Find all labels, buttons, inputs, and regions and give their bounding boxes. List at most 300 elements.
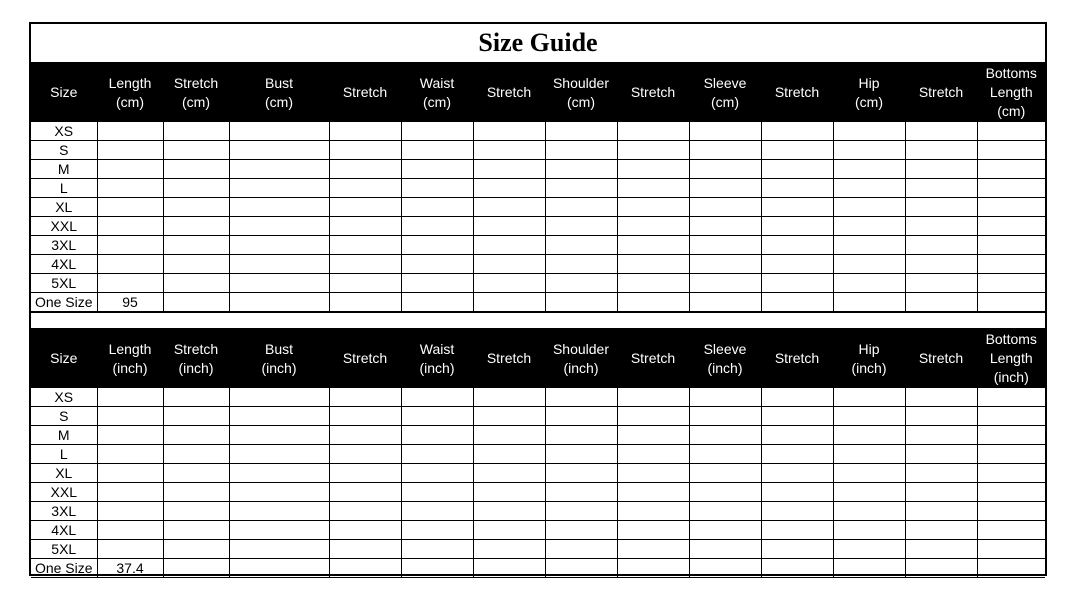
table-cell (761, 293, 833, 312)
table-row (31, 255, 1045, 274)
table-cell (329, 559, 401, 578)
column-header: Length (inch) (97, 330, 163, 388)
table-cell (163, 274, 229, 293)
table-cell (689, 483, 761, 502)
column-header: Stretch (617, 330, 689, 388)
table-cell (977, 445, 1045, 464)
table-cell (617, 236, 689, 255)
table-cell (473, 483, 545, 502)
table-cell (401, 559, 473, 578)
table-cell (329, 293, 401, 312)
table-cell (977, 426, 1045, 445)
table-cell (401, 141, 473, 160)
table-cell (329, 426, 401, 445)
table-cell (473, 198, 545, 217)
column-header: Sleeve (cm) (689, 64, 761, 122)
table-cell (229, 407, 329, 426)
table-cell (401, 407, 473, 426)
table-row (31, 502, 1045, 521)
table-cell (229, 540, 329, 559)
table-cell (229, 141, 329, 160)
table-cell (97, 407, 163, 426)
table-cell (761, 388, 833, 407)
table-cell (229, 255, 329, 274)
table-cell (833, 122, 905, 141)
table-cell (545, 293, 617, 312)
table-cell (977, 559, 1045, 578)
table-cell (545, 141, 617, 160)
column-header: Stretch (761, 330, 833, 388)
table-cell (229, 502, 329, 521)
table-cell (833, 445, 905, 464)
size-label-cell: 5XL (31, 540, 97, 559)
column-header: Waist (cm) (401, 64, 473, 122)
table-cell (833, 521, 905, 540)
table-cell (329, 445, 401, 464)
table-cell (905, 274, 977, 293)
column-header: Hip (cm) (833, 64, 905, 122)
column-header: Stretch (329, 330, 401, 388)
table-cell (401, 274, 473, 293)
table-cell (689, 502, 761, 521)
table-cell (163, 407, 229, 426)
table-cell (229, 236, 329, 255)
table-cell (329, 521, 401, 540)
table-cell (833, 236, 905, 255)
table-cell (617, 293, 689, 312)
table-cell (229, 464, 329, 483)
table-cell (617, 217, 689, 236)
table-cell (689, 236, 761, 255)
table-cell (617, 521, 689, 540)
table-cell (833, 217, 905, 236)
table-cell (329, 502, 401, 521)
table-cell (473, 502, 545, 521)
column-header: Bust (cm) (229, 64, 329, 122)
table-cell (689, 255, 761, 274)
table-cell (329, 255, 401, 274)
table-cell (905, 141, 977, 160)
table-cell (761, 407, 833, 426)
column-header: Sleeve (inch) (689, 330, 761, 388)
table-cell (761, 160, 833, 179)
table-cell (473, 141, 545, 160)
table-cell (977, 274, 1045, 293)
size-guide-sheet (29, 22, 1047, 576)
table-cell (977, 502, 1045, 521)
column-header: Stretch (617, 64, 689, 122)
table-cell (329, 141, 401, 160)
table-cell (163, 445, 229, 464)
table-cell (905, 217, 977, 236)
table-cell (473, 407, 545, 426)
size-label-cell: XS (31, 388, 97, 407)
table-cell (97, 217, 163, 236)
column-header: Stretch (905, 330, 977, 388)
size-label-cell: 3XL (31, 236, 97, 255)
table-row (31, 141, 1045, 160)
size-label-cell: L (31, 179, 97, 198)
table-cell (163, 464, 229, 483)
table-cell (401, 122, 473, 141)
table-cell (617, 502, 689, 521)
table-cell (97, 122, 163, 141)
table-cell (473, 236, 545, 255)
table-cell (977, 217, 1045, 236)
table-cell (97, 236, 163, 255)
table-cell (545, 407, 617, 426)
table-cell (977, 540, 1045, 559)
table-row (31, 160, 1045, 179)
table-cell (545, 483, 617, 502)
table-cell (761, 255, 833, 274)
size-label-cell: S (31, 407, 97, 426)
table-cell (163, 255, 229, 274)
table-cell (163, 122, 229, 141)
table-cell (401, 521, 473, 540)
table-cell (97, 198, 163, 217)
table-cell (97, 388, 163, 407)
table-cell (617, 255, 689, 274)
table-cell (545, 388, 617, 407)
table-cell (617, 160, 689, 179)
table-cell (473, 464, 545, 483)
table-cell (761, 559, 833, 578)
table-cell (97, 255, 163, 274)
size-label-cell: M (31, 160, 97, 179)
table-cell (329, 540, 401, 559)
table-cell (905, 198, 977, 217)
table-cell (545, 160, 617, 179)
table-cell (97, 141, 163, 160)
table-cell (617, 464, 689, 483)
table-cell (163, 293, 229, 312)
table-cell (163, 236, 229, 255)
table-cell (833, 559, 905, 578)
table-cell (833, 388, 905, 407)
table-row (31, 540, 1045, 559)
table-cell (545, 198, 617, 217)
size-table-inch (31, 329, 1045, 578)
table-cell (833, 141, 905, 160)
table-row (31, 217, 1045, 236)
table-cell (163, 141, 229, 160)
table-cell (229, 483, 329, 502)
table-cell (545, 559, 617, 578)
table-row (31, 274, 1045, 293)
table-header-row (31, 330, 1045, 388)
table-cell (229, 293, 329, 312)
table-cell (833, 540, 905, 559)
size-label-cell: XS (31, 122, 97, 141)
table-cell (401, 445, 473, 464)
table-cell (229, 198, 329, 217)
table-divider (31, 312, 1045, 329)
column-header: Bust (inch) (229, 330, 329, 388)
table-cell (617, 141, 689, 160)
table-cell (761, 502, 833, 521)
table-cell (905, 122, 977, 141)
table-cell (401, 388, 473, 407)
table-cell (97, 445, 163, 464)
table-cell (689, 388, 761, 407)
size-label-cell: M (31, 426, 97, 445)
column-header: Stretch (329, 64, 401, 122)
table-cell (833, 426, 905, 445)
table-cell (833, 407, 905, 426)
table-cell (473, 122, 545, 141)
table-row (31, 426, 1045, 445)
table-cell (833, 179, 905, 198)
size-label-cell: S (31, 141, 97, 160)
size-label-cell: One Size (31, 559, 97, 578)
size-label-cell: L (31, 445, 97, 464)
table-cell (401, 217, 473, 236)
table-cell (97, 464, 163, 483)
table-cell (977, 236, 1045, 255)
table-row (31, 445, 1045, 464)
table-cell (905, 407, 977, 426)
table-cell (689, 160, 761, 179)
table-cell (689, 445, 761, 464)
table-cell (229, 179, 329, 198)
table-cell (617, 122, 689, 141)
table-cell (545, 540, 617, 559)
table-cell (329, 122, 401, 141)
table-row (31, 483, 1045, 502)
table-cell (761, 521, 833, 540)
table-cell (689, 217, 761, 236)
table-cell (689, 122, 761, 141)
table-cell (473, 255, 545, 274)
table-cell (329, 160, 401, 179)
size-label-cell: One Size (31, 293, 97, 312)
table-cell (401, 426, 473, 445)
table-cell (401, 236, 473, 255)
table-cell (473, 540, 545, 559)
table-cell (545, 464, 617, 483)
size-label-cell: XXL (31, 483, 97, 502)
table-row (31, 559, 1045, 578)
size-label-cell: 3XL (31, 502, 97, 521)
table-cell (617, 426, 689, 445)
table-cell (473, 293, 545, 312)
table-cell (689, 293, 761, 312)
table-cell (905, 540, 977, 559)
table-cell (617, 198, 689, 217)
table-cell (977, 483, 1045, 502)
table-cell (97, 483, 163, 502)
table-cell (977, 198, 1045, 217)
table-cell (163, 388, 229, 407)
size-label-cell: XL (31, 464, 97, 483)
column-header: Stretch (473, 330, 545, 388)
table-cell (977, 160, 1045, 179)
table-cell (473, 388, 545, 407)
table-cell (329, 388, 401, 407)
table-cell (545, 217, 617, 236)
table-row (31, 407, 1045, 426)
table-cell (761, 179, 833, 198)
table-cell (329, 198, 401, 217)
table-cell (401, 502, 473, 521)
table-cell (163, 483, 229, 502)
table-cell (545, 426, 617, 445)
table-cell (617, 407, 689, 426)
column-header: Waist (inch) (401, 330, 473, 388)
table-cell (689, 141, 761, 160)
table-row (31, 179, 1045, 198)
table-cell (545, 502, 617, 521)
table-cell (905, 293, 977, 312)
table-cell (329, 274, 401, 293)
table-cell (617, 540, 689, 559)
table-cell (401, 255, 473, 274)
table-row (31, 521, 1045, 540)
table-cell (229, 388, 329, 407)
table-cell (905, 483, 977, 502)
table-cell (905, 559, 977, 578)
table-cell (97, 540, 163, 559)
table-cell (545, 274, 617, 293)
table-cell (689, 426, 761, 445)
table-cell (97, 502, 163, 521)
table-row (31, 293, 1045, 312)
table-cell (229, 426, 329, 445)
size-label-cell: XXL (31, 217, 97, 236)
table-row (31, 464, 1045, 483)
table-cell (689, 198, 761, 217)
table-cell (545, 179, 617, 198)
column-header: Stretch (473, 64, 545, 122)
table-cell (761, 217, 833, 236)
table-cell (977, 255, 1045, 274)
table-cell (163, 559, 229, 578)
table-cell (97, 160, 163, 179)
table-cell (833, 198, 905, 217)
table-cell: 37.4 (97, 559, 163, 578)
column-header: Shoulder (cm) (545, 64, 617, 122)
table-cell (473, 217, 545, 236)
table-cell (545, 122, 617, 141)
table-cell (163, 217, 229, 236)
table-cell (229, 521, 329, 540)
table-cell (163, 426, 229, 445)
table-cell (163, 521, 229, 540)
table-cell (833, 160, 905, 179)
table-cell (545, 445, 617, 464)
table-cell (833, 274, 905, 293)
table-cell (617, 274, 689, 293)
table-cell (473, 426, 545, 445)
table-row (31, 198, 1045, 217)
table-cell (905, 255, 977, 274)
size-label-cell: 4XL (31, 255, 97, 274)
table-cell (329, 483, 401, 502)
table-cell (905, 464, 977, 483)
table-cell (163, 160, 229, 179)
table-cell (977, 179, 1045, 198)
table-cell (761, 464, 833, 483)
table-cell (833, 255, 905, 274)
table-cell (905, 502, 977, 521)
table-cell (163, 540, 229, 559)
table-cell (905, 179, 977, 198)
table-cell (97, 274, 163, 293)
table-cell (473, 521, 545, 540)
table-cell (977, 141, 1045, 160)
table-cell (401, 293, 473, 312)
table-cell (761, 274, 833, 293)
column-header: Shoulder (inch) (545, 330, 617, 388)
table-cell (97, 426, 163, 445)
table-cell (617, 483, 689, 502)
table-cell (329, 179, 401, 198)
table-cell (329, 407, 401, 426)
table-cell (97, 179, 163, 198)
table-cell (761, 483, 833, 502)
table-cell (163, 179, 229, 198)
column-header: Bottoms Length (inch) (977, 330, 1045, 388)
table-cell (473, 179, 545, 198)
table-cell (689, 179, 761, 198)
column-header: Stretch (905, 64, 977, 122)
size-label-cell: 4XL (31, 521, 97, 540)
table-cell (761, 426, 833, 445)
table-cell (833, 293, 905, 312)
table-cell (617, 179, 689, 198)
table-cell (905, 388, 977, 407)
column-header: Size (31, 64, 97, 122)
table-row (31, 388, 1045, 407)
table-cell (545, 236, 617, 255)
table-cell (401, 179, 473, 198)
table-cell (905, 426, 977, 445)
table-cell (617, 559, 689, 578)
table-cell (905, 160, 977, 179)
page-title: Size Guide (31, 24, 1045, 63)
table-row (31, 122, 1045, 141)
table-cell (401, 198, 473, 217)
column-header: Stretch (cm) (163, 64, 229, 122)
table-cell (761, 122, 833, 141)
table-cell (473, 445, 545, 464)
table-cell (545, 255, 617, 274)
column-header: Length (cm) (97, 64, 163, 122)
table-cell (833, 483, 905, 502)
table-cell (761, 198, 833, 217)
table-cell (329, 464, 401, 483)
table-cell (401, 160, 473, 179)
column-header: Bottoms Length (cm) (977, 64, 1045, 122)
table-header-row (31, 64, 1045, 122)
size-label-cell: XL (31, 198, 97, 217)
table-cell (905, 521, 977, 540)
table-cell (617, 445, 689, 464)
table-cell (689, 407, 761, 426)
table-cell (977, 464, 1045, 483)
table-cell (473, 160, 545, 179)
table-cell (229, 160, 329, 179)
table-cell (473, 559, 545, 578)
table-cell (229, 217, 329, 236)
table-cell (689, 559, 761, 578)
table-cell (977, 122, 1045, 141)
column-header: Hip (inch) (833, 330, 905, 388)
table-cell (761, 445, 833, 464)
table-cell (401, 464, 473, 483)
size-label-cell: 5XL (31, 274, 97, 293)
